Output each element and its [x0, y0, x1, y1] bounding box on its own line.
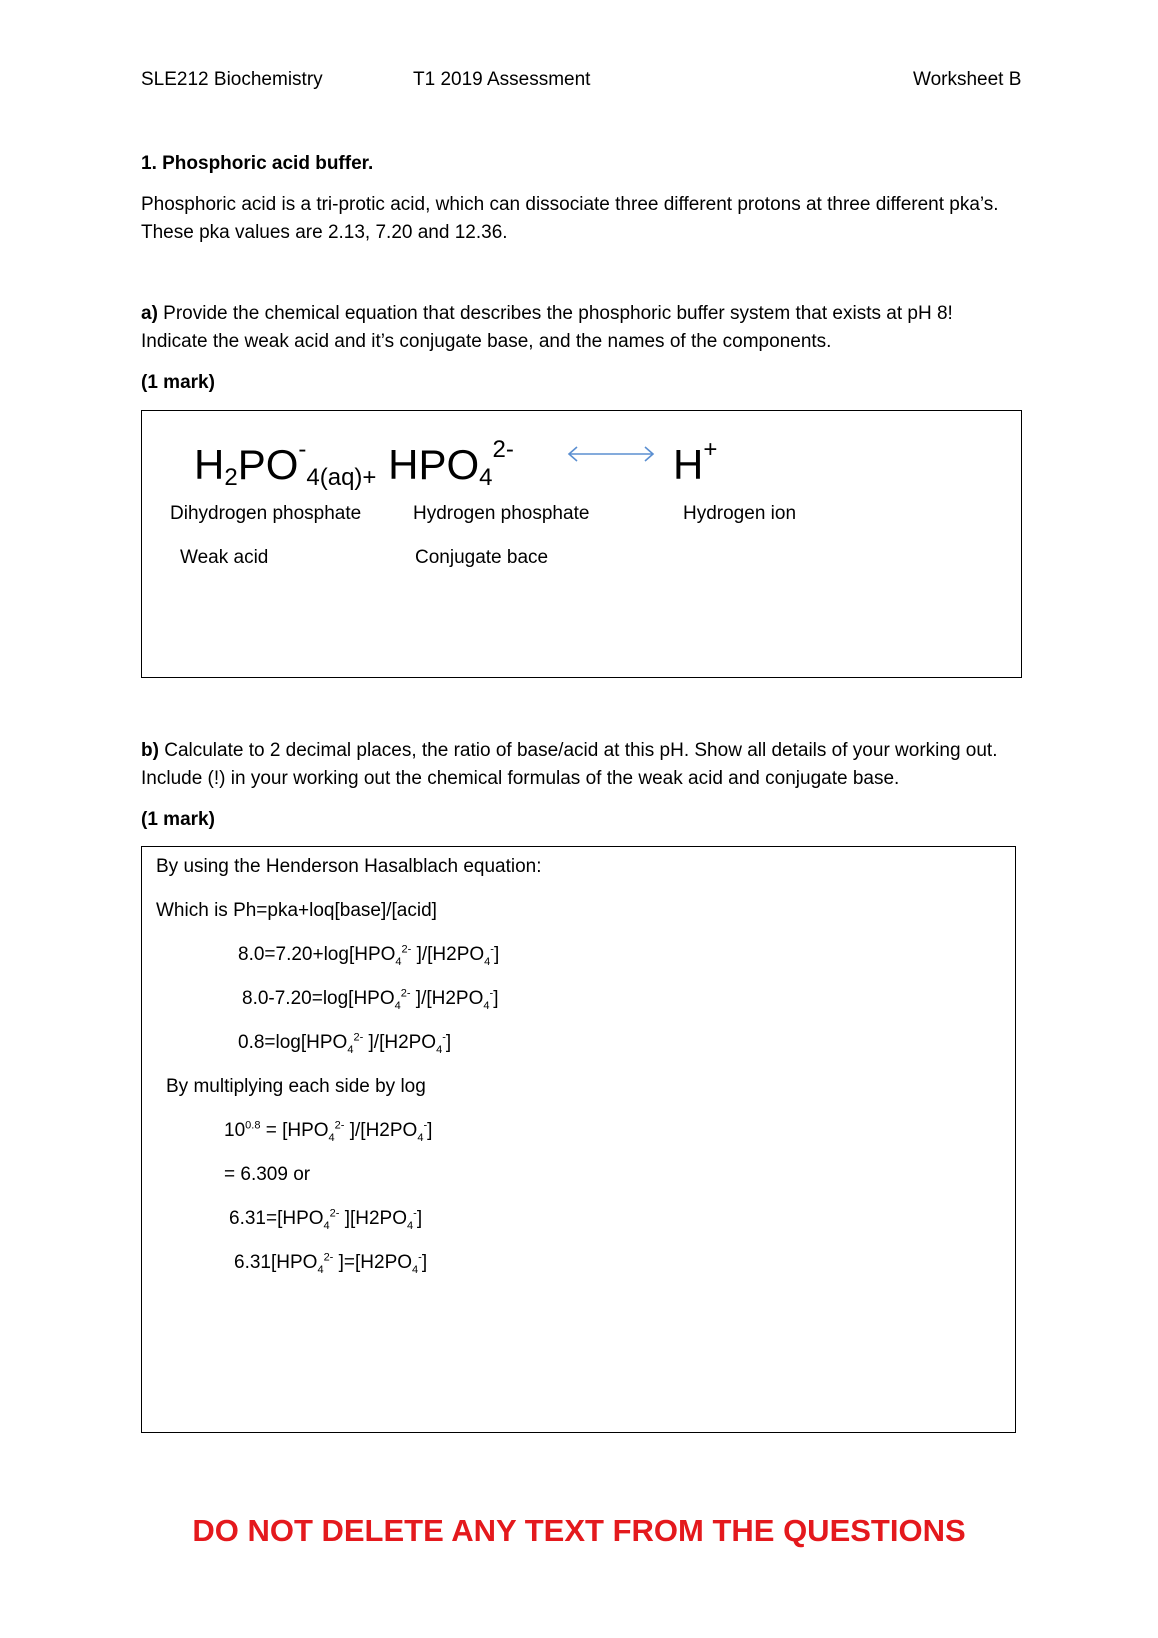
eq-subscript-4aq: 4(aq)+	[306, 464, 377, 491]
step7-sub-b: 4	[412, 1263, 419, 1276]
part-a-text: Provide the chemical equation that describes the phosphoric buffer system that exists at pH 8!	[157, 303, 953, 324]
eq-superscript-plus: +	[703, 436, 718, 463]
step3-sup-b: -	[442, 1031, 446, 1044]
question-title: 1. Phosphoric acid buffer.	[141, 153, 374, 174]
component-role-1: Weak acid	[180, 547, 269, 568]
step3-sub-b: 4	[436, 1043, 443, 1056]
part-b-answer-box[interactable]	[141, 846, 1016, 1433]
part-b-label: b)	[141, 740, 159, 761]
step7-end: ]	[421, 1252, 428, 1273]
part-a-marks: (1 mark)	[141, 372, 215, 393]
part-a-line-2: Indicate the weak acid and it’s conjugate base, and the names of the components.	[141, 331, 832, 352]
component-name-3: Hydrogen ion	[683, 503, 797, 524]
part-b-line-1	[141, 737, 1061, 765]
step4-sup-b: -	[423, 1119, 428, 1132]
header-worksheet: Worksheet B	[913, 69, 1022, 90]
working-step-4	[224, 1120, 432, 1142]
step1-sup-b: -	[490, 943, 494, 956]
step6-sup: 2-	[329, 1207, 340, 1220]
step7-sup: 2-	[323, 1251, 334, 1264]
step2-pre: 8.0-7.20=log[HPO	[242, 988, 395, 1009]
step7-sub: 4	[317, 1263, 324, 1276]
step2-sub: 4	[394, 999, 401, 1012]
eq-superscript-2minus: 2-	[492, 436, 514, 463]
part-a-label: a)	[141, 303, 158, 324]
step7-sup-b: -	[418, 1251, 422, 1264]
step2-mid: ]/[H2PO	[410, 988, 484, 1009]
equation-right	[673, 425, 717, 499]
equilibrium-arrow-icon	[565, 444, 657, 464]
working-formula: Which is Ph=pka+loq[base]/[acid]	[156, 900, 437, 921]
component-role-2: Conjugate bace	[415, 547, 549, 568]
step4-pre: = [HPO	[260, 1120, 329, 1141]
equation-left	[194, 425, 514, 503]
step1-sub-b: 4	[484, 955, 491, 968]
step3-mid: ]/[H2PO	[363, 1032, 437, 1053]
eq-superscript-minus: -	[298, 436, 307, 463]
footer-warning: DO NOT DELETE ANY TEXT FROM THE QUESTIONS	[192, 1513, 966, 1548]
step3-pre: 0.8=log[HPO	[238, 1032, 348, 1053]
step1-end: ]	[493, 944, 500, 965]
step3-end: ]	[445, 1032, 452, 1053]
step4-sub-b: 4	[417, 1131, 424, 1144]
part-b-prompt	[141, 737, 1061, 793]
header-course: SLE212 Biochemistry	[141, 69, 323, 90]
part-b-marks: (1 mark)	[141, 809, 215, 830]
step4-base: 10	[224, 1120, 246, 1141]
step2-sup-b: -	[489, 987, 494, 1000]
eq-subscript-4: 4	[479, 464, 493, 491]
step6-mid: ][H2PO	[339, 1208, 408, 1229]
working-step-6	[229, 1208, 422, 1230]
step6-sub-b: 4	[407, 1219, 414, 1232]
intro-line-2: These pka values are 2.13, 7.20 and 12.36.	[141, 222, 508, 243]
component-name-2: Hydrogen phosphate	[413, 503, 590, 524]
step4-mid: ]/[H2PO	[344, 1120, 418, 1141]
step2-end: ]	[493, 988, 499, 1009]
header-assessment: T1 2019 Assessment	[413, 69, 591, 90]
step1-sub: 4	[395, 955, 402, 968]
step4-sup: 2-	[334, 1119, 345, 1132]
question-intro	[141, 191, 1061, 247]
component-name-1: Dihydrogen phosphate	[170, 503, 362, 524]
step1-sup: 2-	[401, 943, 412, 956]
working-intro: By using the Henderson Hasalblach equation:	[156, 856, 542, 877]
step6-end: ]	[416, 1208, 423, 1229]
working-step-2	[242, 988, 498, 1010]
part-a-line-1	[141, 300, 1061, 328]
eq-subscript-2: 2	[224, 464, 238, 491]
step3-sub: 4	[347, 1043, 354, 1056]
step6-pre: 6.31=[HPO	[229, 1208, 324, 1229]
part-b-text: Calculate to 2 decimal places, the ratio of base/acid at this pH. Show all details of your working out.	[158, 740, 998, 761]
step7-pre: 6.31[HPO	[234, 1252, 318, 1273]
step6-sup-b: -	[413, 1207, 417, 1220]
part-a-prompt	[141, 300, 1061, 356]
step1-pre: 8.0=7.20+log[HPO	[238, 944, 396, 965]
working-step-3	[238, 1032, 451, 1054]
step7-mid: ]=[H2PO	[333, 1252, 413, 1273]
working-step-7	[234, 1252, 427, 1274]
eq-hydrogen: H	[673, 441, 704, 488]
eq-po: PO	[237, 441, 299, 488]
step6-sub: 4	[323, 1219, 330, 1232]
working-step-1	[238, 944, 499, 966]
intro-line-1: Phosphoric acid is a tri-protic acid, which can dissociate three different protons at three different pka’s.	[141, 194, 999, 215]
step4-sub: 4	[328, 1131, 335, 1144]
eq-h: H	[194, 441, 225, 488]
step2-sup: 2-	[400, 987, 411, 1000]
step1-mid: ]/[H2PO	[411, 944, 485, 965]
step4-exponent: 0.8	[245, 1119, 261, 1132]
part-b-line-2: Include (!) in your working out the chemical formulas of the weak acid and conjugate base.	[141, 768, 900, 789]
working-multiply: By multiplying each side by log	[166, 1076, 426, 1097]
eq-hpo: HPO	[376, 441, 480, 488]
step4-end: ]	[427, 1120, 433, 1141]
part-a-answer-box[interactable]	[141, 410, 1022, 678]
working-step-5: = 6.309 or	[224, 1164, 311, 1185]
step2-sub-b: 4	[483, 999, 490, 1012]
step3-sup: 2-	[353, 1031, 364, 1044]
